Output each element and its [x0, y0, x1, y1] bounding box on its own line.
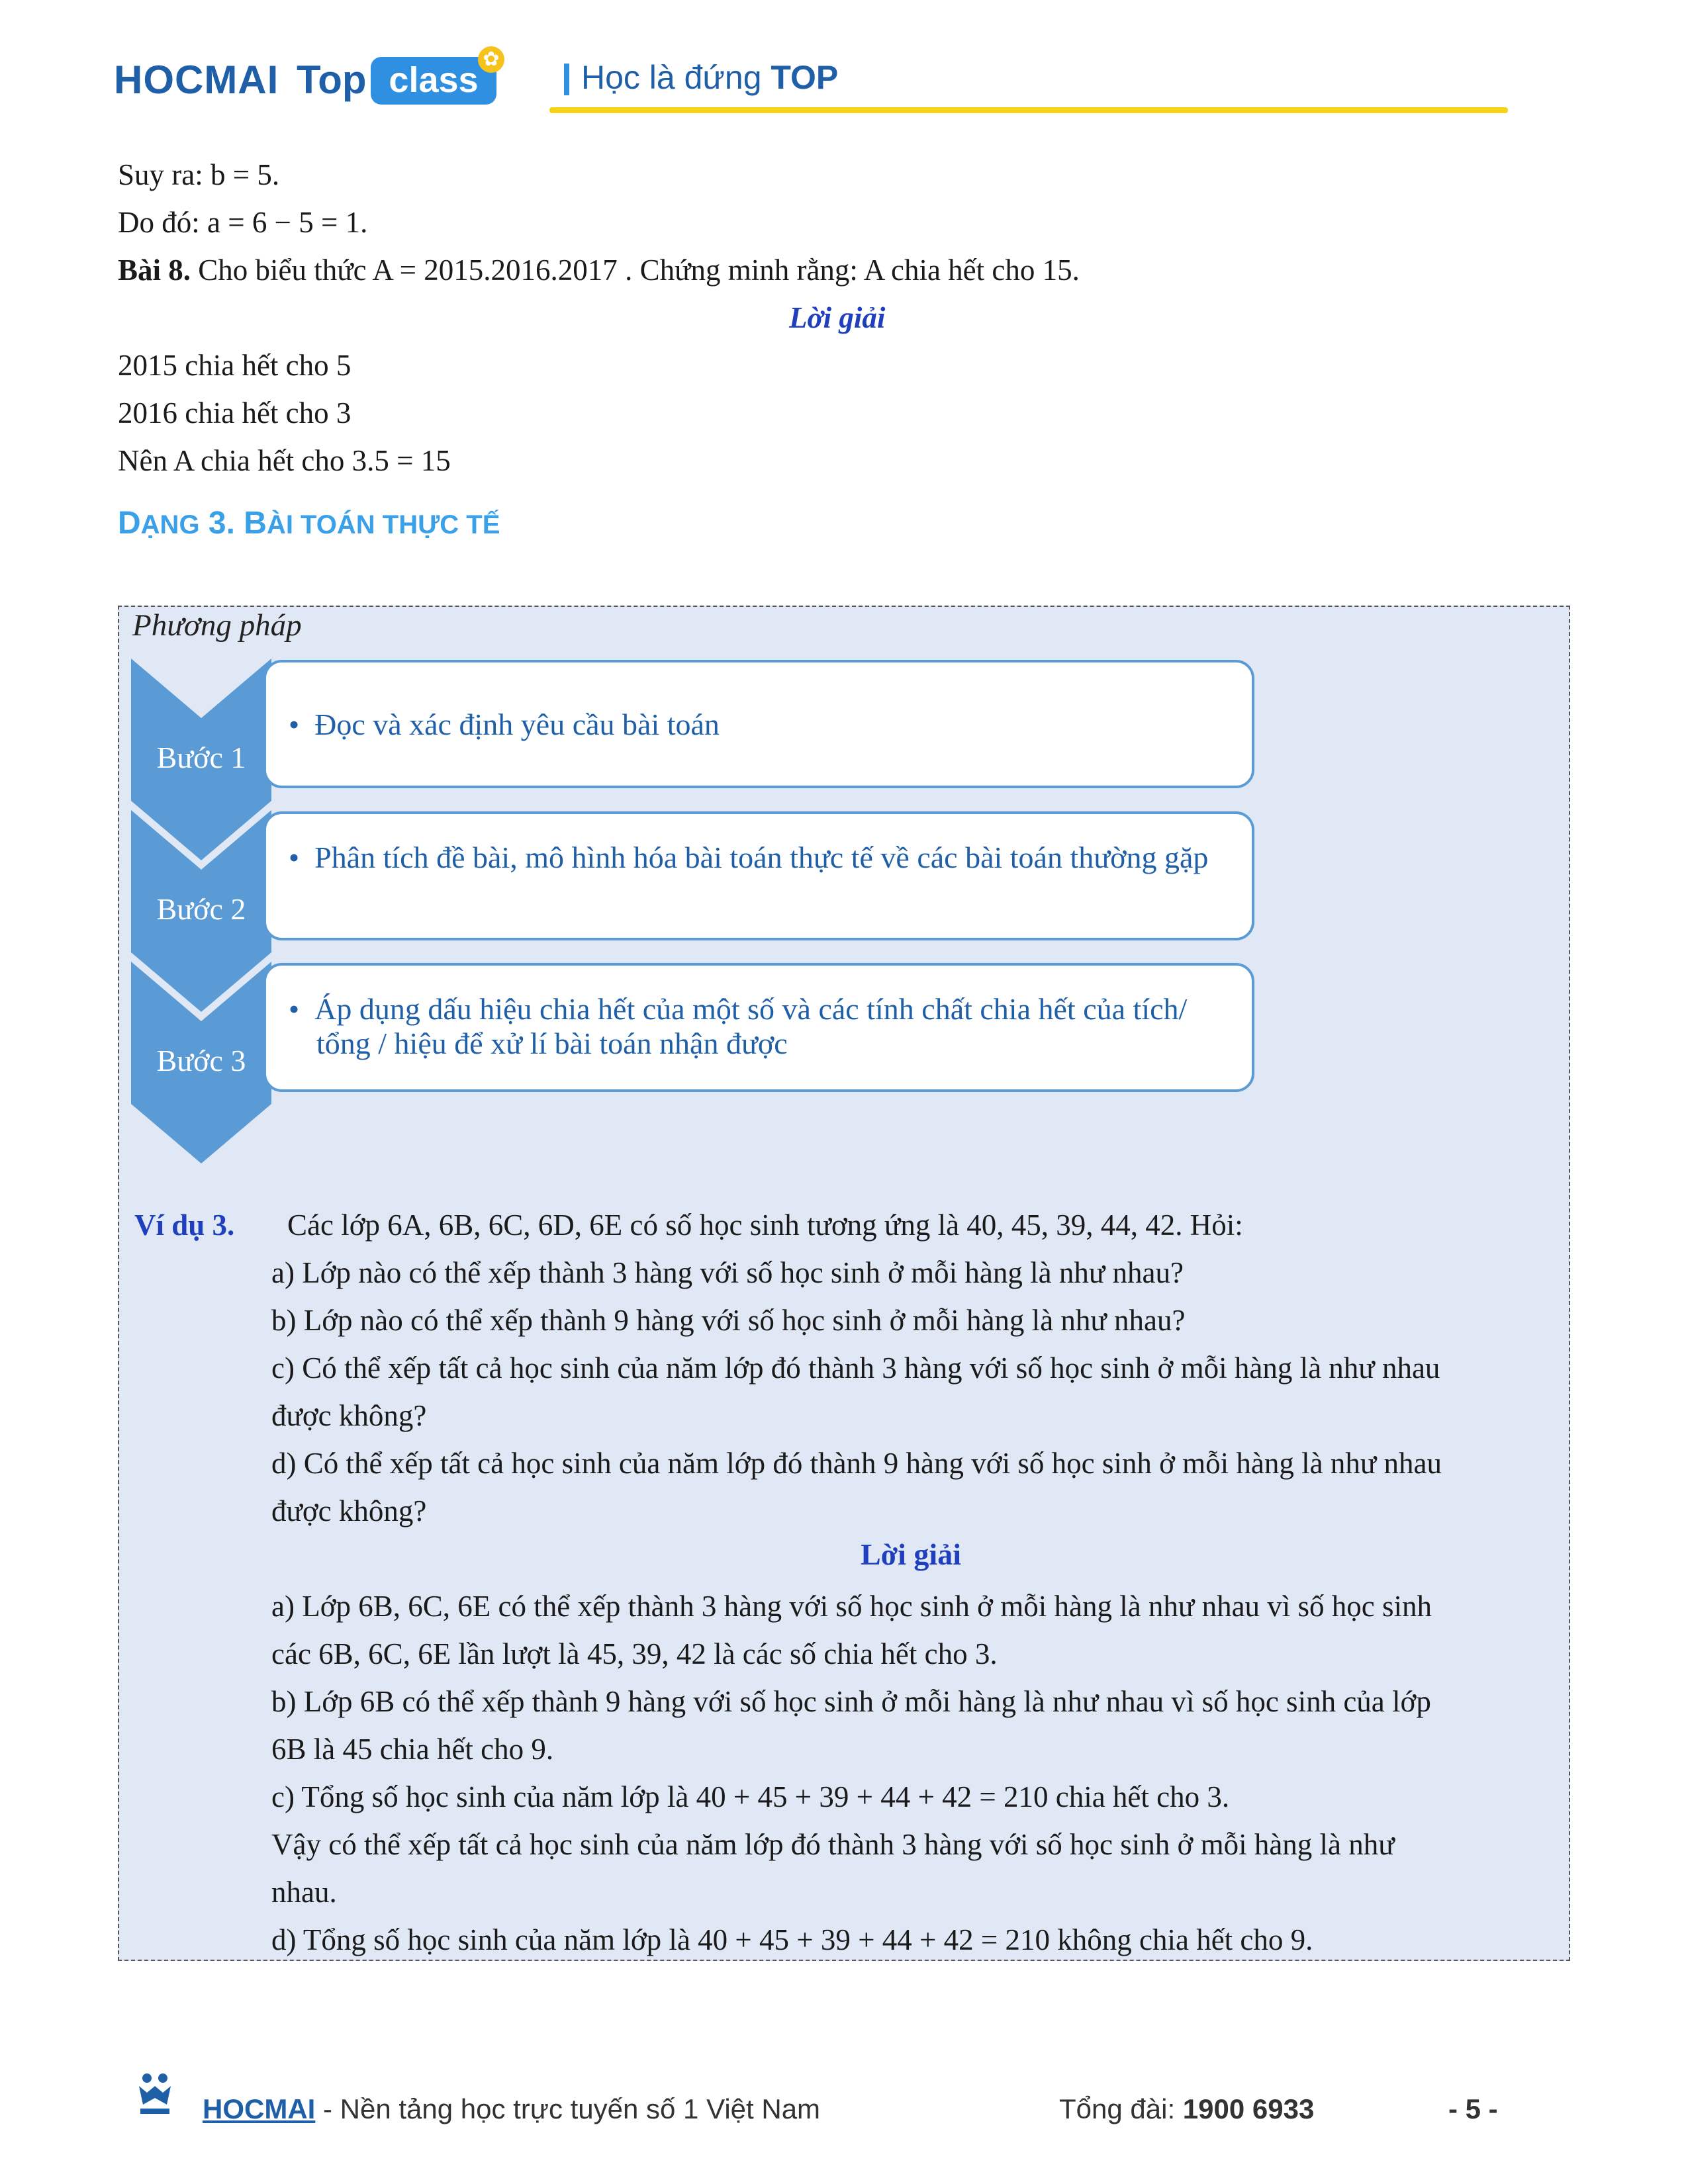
- example-solution-heading: Lời giải: [861, 1537, 961, 1571]
- problem-text: . Chứng minh rằng: A chia hết cho 15.: [617, 253, 1080, 287]
- question-d: d) Có thể xếp tất cả học sinh của năm lớp đó thành 9 hàng với số học sinh ở mỗi hàng là như nhau: [271, 1447, 1442, 1480]
- answer-a: a) Lớp 6B, 6C, 6E có thể xếp thành 3 hàng với số học sinh ở mỗi hàng là như nhau vì số học sinh: [271, 1590, 1432, 1623]
- bullet: •: [289, 841, 300, 874]
- solution-line: 2015 chia hết cho 5: [118, 349, 352, 382]
- math-expression: 3.5 = 15: [352, 444, 451, 477]
- example-label: Ví dụ 3.: [134, 1208, 235, 1242]
- slogan-text: Học là đứng: [581, 59, 771, 96]
- step-2-text: • Phân tích đề bài, mô hình hóa bài toán thực tế về các bài toán thường gặp: [289, 841, 1209, 874]
- step-3-label: Bước 3: [156, 1044, 246, 1077]
- math-expression: b = 5.: [211, 158, 280, 191]
- line-label: Do đó:: [118, 206, 200, 239]
- page-number: - 5 -: [1448, 2093, 1498, 2124]
- answer-b: b) Lớp 6B có thể xếp thành 9 hàng với số học sinh ở mỗi hàng là như nhau vì số học sinh của lớp: [271, 1685, 1431, 1718]
- answer-c: c) Tổng số học sinh của năm lớp là 40 + 45 + 39 + 44 + 42 = 210 chia hết cho 3.: [271, 1780, 1230, 1813]
- math-expression: a = 6 − 5 = 1.: [207, 206, 368, 239]
- question-d-cont: được không?: [271, 1494, 427, 1527]
- answer-b-cont: 6B là 45 chia hết cho 9.: [271, 1733, 554, 1766]
- hocmai-footer-icon: [135, 2071, 175, 2118]
- line-do-do: [118, 205, 367, 240]
- line-suy-ra: [118, 158, 279, 192]
- footer-brand-link[interactable]: HOCMAI: [203, 2093, 316, 2124]
- solution-heading: Lời giải: [789, 301, 886, 334]
- bullet: •: [289, 707, 300, 741]
- bai8-problem: [118, 253, 1080, 287]
- solution-text: Nên A chia hết cho: [118, 444, 352, 477]
- logo-hocmai: HOCMAI: [114, 58, 279, 102]
- question-a: a) Lớp nào có thể xếp thành 3 hàng với số học sinh ở mỗi hàng là như nhau?: [271, 1256, 1184, 1289]
- header-rule: [549, 107, 1508, 113]
- answer-d: d) Tổng số học sinh của năm lớp là 40 + 45 + 39 + 44 + 42 = 210 không chia hết cho 9.: [271, 1923, 1313, 1956]
- footer-tagline: - Nền tảng học trực tuyến số 1 Việt Nam: [315, 2093, 821, 2124]
- method-heading: Phương pháp: [132, 608, 302, 643]
- line-label: Suy ra:: [118, 158, 203, 191]
- problem-label: Bài 8.: [118, 253, 191, 287]
- step-3-card: [263, 963, 1254, 1092]
- question-c-cont: được không?: [271, 1399, 427, 1432]
- step-2-label: Bước 2: [156, 892, 246, 926]
- step-3-text: • Áp dụng dấu hiệu chia hết của một số và các tính chất chia hết của tích/ tổng / hiệu để xử lí bài toán nhận được: [289, 992, 1188, 1060]
- problem-text: Cho biểu thức: [191, 253, 373, 287]
- footer-brand: [203, 2093, 820, 2125]
- footer-hotline: Tổng đài: 1900 6933: [1059, 2093, 1315, 2124]
- example-intro: Các lớp 6A, 6B, 6C, 6D, 6E có số học sinh tương ứng là 40, 45, 39, 44, 42. Hỏi:: [287, 1208, 1243, 1242]
- answer-c-cont: Vậy có thể xếp tất cả học sinh của năm lớp đó thành 3 hàng với số học sinh ở mỗi hàng là như: [271, 1828, 1395, 1861]
- math-expression: A = 2015.2016.2017: [372, 253, 618, 287]
- bullet: •: [289, 992, 300, 1026]
- section-title: DẠNG 3. BÀI TOÁN THỰC TẾ: [118, 506, 500, 541]
- question-b: b) Lớp nào có thể xếp thành 9 hàng với số học sinh ở mỗi hàng là như nhau?: [271, 1304, 1186, 1337]
- slogan-bold: TOP: [771, 59, 839, 96]
- solution-line: 2016 chia hết cho 3: [118, 396, 352, 430]
- step-1-card: [263, 660, 1254, 788]
- hotline-number: 1900 6933: [1182, 2093, 1315, 2124]
- answer-a-cont: các 6B, 6C, 6E lần lượt là 45, 39, 42 là các số chia hết cho 3.: [271, 1637, 998, 1670]
- step-1-text: • Đọc và xác định yêu cầu bài toán: [289, 707, 720, 741]
- step-2-card: [263, 811, 1254, 940]
- logo-class-badge: class: [371, 57, 496, 105]
- logo-star-icon: ✿: [478, 46, 504, 73]
- solution-line: [118, 443, 451, 478]
- answer-c-end: nhau.: [271, 1876, 337, 1909]
- slogan-divider: [564, 64, 569, 95]
- step-1-label: Bước 1: [156, 741, 246, 774]
- logo-top: Top: [297, 58, 367, 102]
- slogan: [581, 58, 838, 97]
- question-c: c) Có thể xếp tất cả học sinh của năm lớp đó thành 3 hàng với số học sinh ở mỗi hàng là như nhau: [271, 1351, 1440, 1385]
